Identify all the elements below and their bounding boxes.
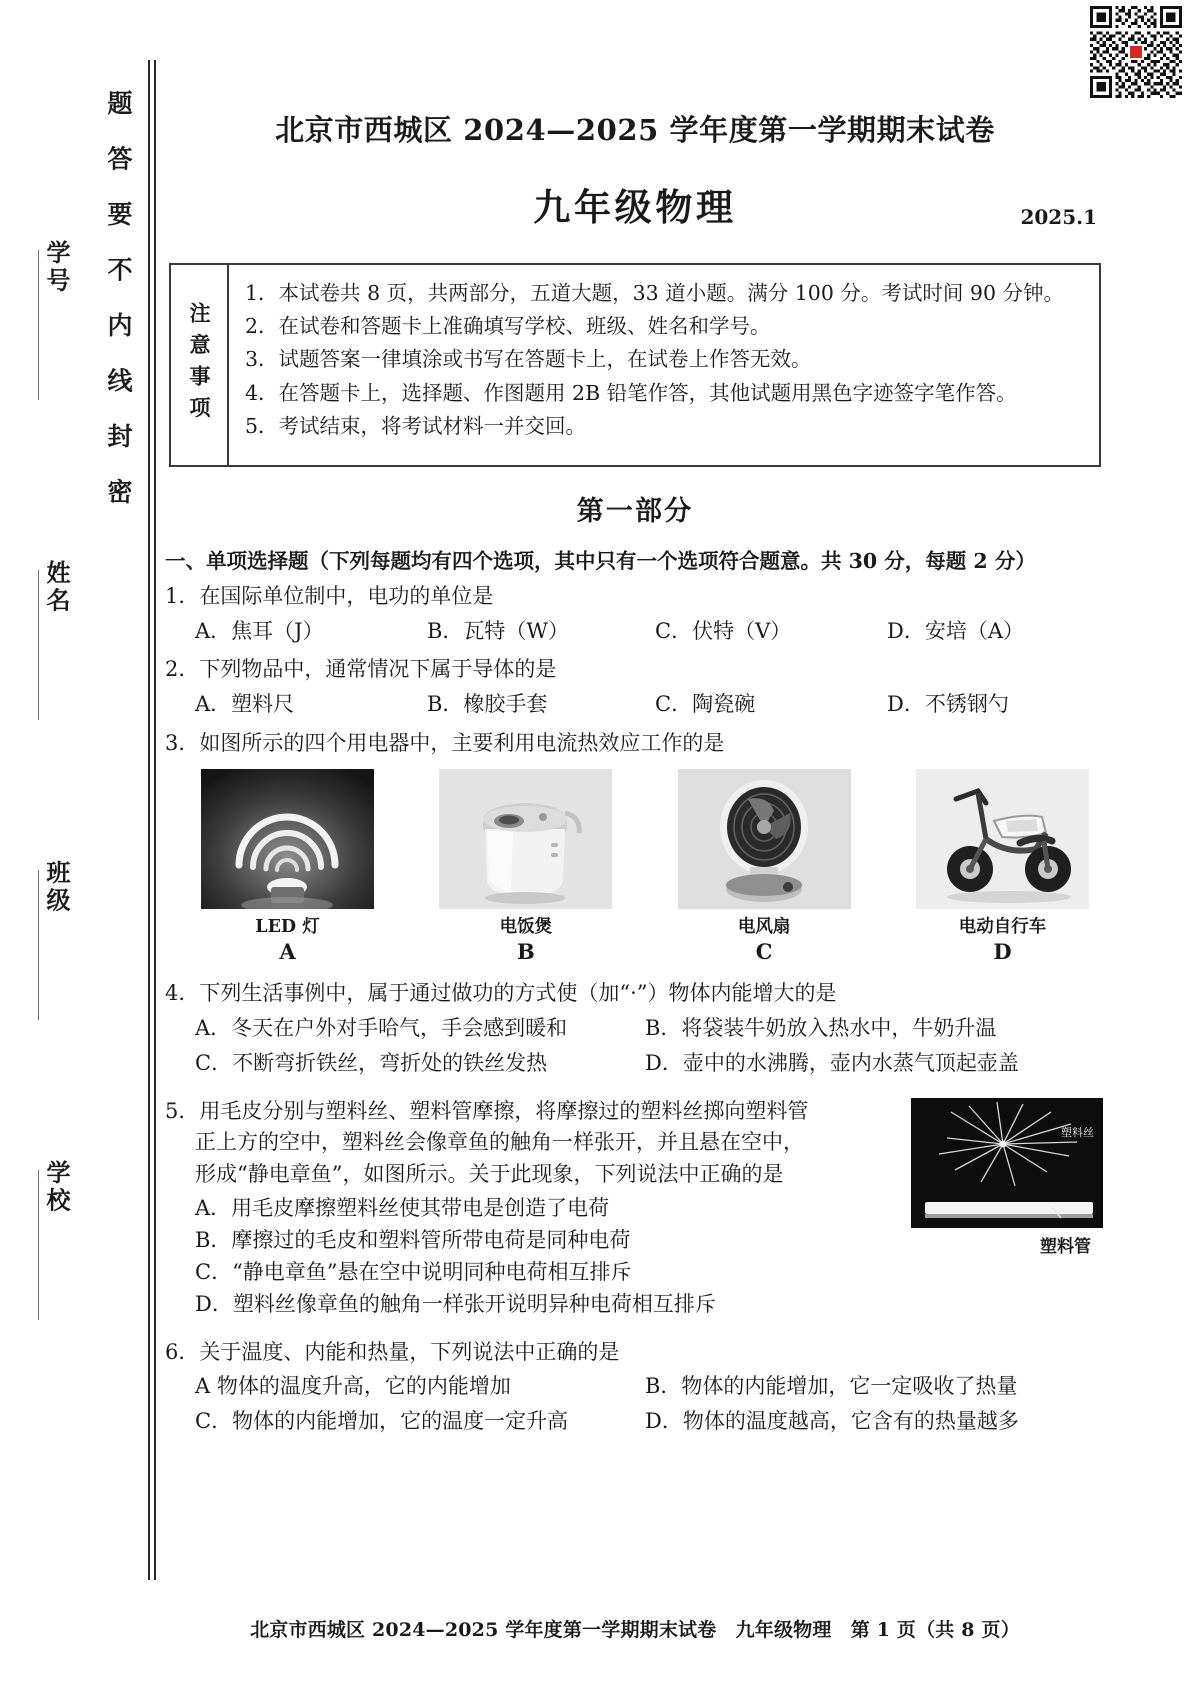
option-d[interactable]: D．安培（A）: [887, 618, 1025, 643]
page-title: 北京市西城区 2024—2025 学年度第一学期期末试卷: [275, 113, 995, 147]
question-1: [165, 581, 1105, 647]
option-d[interactable]: D．塑料丝像章鱼的触角一样张开说明异种电荷相互排斥: [195, 1291, 716, 1316]
exam-date: 2025.1: [1020, 205, 1097, 229]
question-stem-continued: [195, 1127, 883, 1159]
notice-item-number: 1．: [245, 281, 279, 305]
question-stem: [165, 728, 1105, 760]
option-b[interactable]: B．物体的内能增加，它一定吸收了热量: [645, 1374, 1018, 1399]
question-3: [165, 728, 1105, 965]
seal-line-sidebar: [0, 60, 165, 1580]
seal-field-class[interactable]: [38, 860, 74, 1020]
question-text-line-3: 形成“静电章鱼”，如图所示。关于此现象，下列说法中正确的是: [195, 1161, 784, 1186]
option-d[interactable]: D．不锈钢勺: [887, 691, 1009, 716]
question-4: [165, 978, 1105, 1079]
option-a-picture-cell[interactable]: [201, 769, 374, 964]
notice-item-text: 在答题卡上，选择题、作图题用 2B 铅笔作答，其他试题用黑色字迹签字笔作答。: [278, 380, 1017, 405]
subject-title: 九年级物理: [533, 185, 737, 229]
question-stem: [165, 1337, 1105, 1369]
picture-caption: LED 灯: [255, 917, 320, 938]
question-text: 下列生活事例中，属于通过做功的方式使（加“·”）物体内能增大的是: [199, 981, 837, 1006]
notice-item: [245, 310, 1085, 343]
question-text: 如图所示的四个用电器中，主要利用电流热效应工作的是: [199, 730, 725, 755]
picture-letter: D: [993, 939, 1012, 965]
electric-fan-photo: [678, 769, 851, 909]
question-number: 3．: [165, 730, 200, 755]
e-bike-photo: [916, 769, 1089, 909]
notice-item-number: 2．: [245, 314, 279, 339]
subject-row: [165, 177, 1105, 231]
notice-item: [245, 377, 1085, 410]
option-c[interactable]: C．伏特（V）: [655, 618, 792, 643]
figure-inner-label: 塑料丝: [1061, 1125, 1094, 1139]
seal-field-label: 班级: [42, 860, 70, 916]
seal-field-rule: [38, 250, 39, 400]
seal-field-rule: [38, 870, 39, 1020]
question-options-row-2: [195, 1048, 1105, 1080]
figure-caption: 塑料管: [1040, 1236, 1091, 1257]
seal-field-rule: [38, 1170, 39, 1320]
question-options: [195, 689, 1105, 721]
seal-field-school[interactable]: [38, 1160, 74, 1320]
picture-letter: A: [279, 939, 296, 965]
picture-letter: C: [755, 939, 773, 965]
notice-item-number: 5．: [245, 413, 279, 438]
page-footer: 北京市西城区 2024—2025 学年度第一学期期末试卷 九年级物理 第 1 页（共 8 页）: [250, 1619, 1020, 1641]
question-text: 关于温度、内能和热量，下列说法中正确的是: [199, 1339, 620, 1364]
notice-box: [169, 263, 1101, 467]
seal-field-label: 姓名: [42, 560, 70, 616]
question-stem: [165, 978, 1105, 1010]
notice-list: [229, 265, 1099, 465]
option-a[interactable]: A 物体的温度升高，它的内能增加: [195, 1374, 511, 1399]
option-a[interactable]: A．塑料尺: [195, 691, 295, 716]
picture-caption: 电风扇: [737, 917, 791, 938]
question-stem: [165, 581, 1105, 613]
question-text-line-2: 正上方的空中，塑料丝会像章鱼的触角一样张开，并且悬在空中，: [195, 1130, 804, 1155]
question-options: [195, 616, 1105, 648]
question-text-line-1: 用毛皮分别与塑料丝、塑料管摩擦，将摩擦过的塑料丝掷向塑料管: [199, 1098, 809, 1123]
rice-cooker-photo: [439, 769, 612, 909]
question-3-picture-strip: [201, 769, 1089, 964]
option-c[interactable]: C．“静电章鱼”悬在空中说明同种电荷相互排斥: [195, 1259, 632, 1284]
exam-page: [165, 0, 1105, 1684]
seal-line-outer: [154, 60, 156, 1580]
option-b-picture-cell[interactable]: [439, 769, 612, 964]
question-text: 下列物品中，通常情况下属于导体的是: [199, 657, 557, 682]
notice-item: [245, 343, 1085, 376]
seal-field-name[interactable]: [38, 560, 74, 720]
seal-field-label: 学校: [42, 1160, 70, 1216]
question-5-figure: [911, 1098, 1103, 1257]
option-c[interactable]: C．物体的内能增加，它的温度一定升高: [195, 1409, 569, 1434]
question-options-row-1: [195, 1013, 1105, 1045]
question-number: 4．: [165, 981, 200, 1006]
notice-label-text: 注意事项: [187, 302, 212, 428]
question-number: 5．: [165, 1098, 200, 1123]
notice-item: [245, 277, 1085, 310]
question-stem: [165, 1096, 883, 1128]
picture-caption: 电动自行车: [958, 917, 1047, 938]
question-stem: [165, 654, 1105, 686]
seal-warning-text: 题答要不内线封密: [104, 90, 133, 534]
seal-student-fields: [32, 160, 102, 1560]
question-2: [165, 654, 1105, 720]
option-b[interactable]: B．将袋装牛奶放入热水中，牛奶升温: [645, 1015, 997, 1040]
picture-letter: B: [516, 939, 535, 965]
option-c-picture-cell[interactable]: [678, 769, 851, 964]
option-b[interactable]: B．瓦特（W）: [427, 618, 570, 643]
option-a[interactable]: A．冬天在户外对手哈气，手会感到暖和: [195, 1015, 568, 1040]
notice-item-text: 考试结束，将考试材料一并交回。: [278, 413, 587, 438]
led-lamp-photo: [201, 769, 374, 909]
notice-label: [171, 265, 229, 465]
question-stem-continued: [195, 1159, 883, 1191]
option-d[interactable]: D．壶中的水沸腾，壶内水蒸气顶起壶盖: [645, 1050, 1019, 1075]
question-text: 在国际单位制中，电功的单位是: [199, 584, 494, 608]
question-6: [165, 1337, 1105, 1438]
notice-item-number: 3．: [245, 347, 279, 372]
question-number: 6．: [165, 1339, 200, 1364]
option-a[interactable]: A．焦耳（J）: [195, 618, 324, 643]
option-d-picture-cell[interactable]: [916, 769, 1089, 964]
option-c[interactable]: C．不断弯折铁丝，弯折处的铁丝发热: [195, 1050, 548, 1075]
seal-field-rule: [38, 570, 39, 720]
notice-item-text: 试题答案一律填涂或书写在答题卡上，在试卷上作答无效。: [278, 347, 812, 372]
notice-item-text: 在试卷和答题卡上准确填写学校、班级、姓名和学号。: [278, 314, 771, 339]
picture-caption: 电饭煲: [499, 917, 553, 938]
seal-field-label: 学号: [42, 240, 70, 296]
part-title: 第一部分: [576, 496, 694, 527]
question-options-row-2: [195, 1406, 1105, 1438]
option-b[interactable]: B．摩擦过的毛皮和塑料管所带电荷是同种电荷: [195, 1228, 631, 1253]
section-heading: 一、单项选择题（下列每题均有四个选项，其中只有一个选项符合题意。共 30 分，每题 2 分）: [165, 549, 1036, 573]
notice-item-number: 4．: [245, 380, 279, 405]
question-5-body: [165, 1096, 883, 1191]
notice-item-text: 本试卷共 8 页，共两部分，五道大题，33 道小题。满分 100 分。考试时间 90 分钟。: [278, 281, 1065, 305]
question-5: [165, 1096, 1105, 1321]
question-number: 1．: [165, 584, 200, 608]
option-b[interactable]: B．橡胶手套: [427, 691, 548, 716]
option-d[interactable]: D．物体的温度越高，它含有的热量越多: [645, 1409, 1019, 1434]
seal-line-inner: [148, 60, 150, 1580]
seal-field-student-id[interactable]: [38, 240, 74, 400]
question-number: 2．: [165, 657, 200, 682]
question-options-row-1: [195, 1371, 1105, 1403]
static-octopus-photo: [911, 1098, 1103, 1228]
option-c[interactable]: C．陶瓷碗: [655, 691, 756, 716]
notice-item: [245, 410, 1085, 443]
option-a[interactable]: A．用毛皮摩擦塑料丝使其带电是创造了电荷: [195, 1196, 610, 1221]
